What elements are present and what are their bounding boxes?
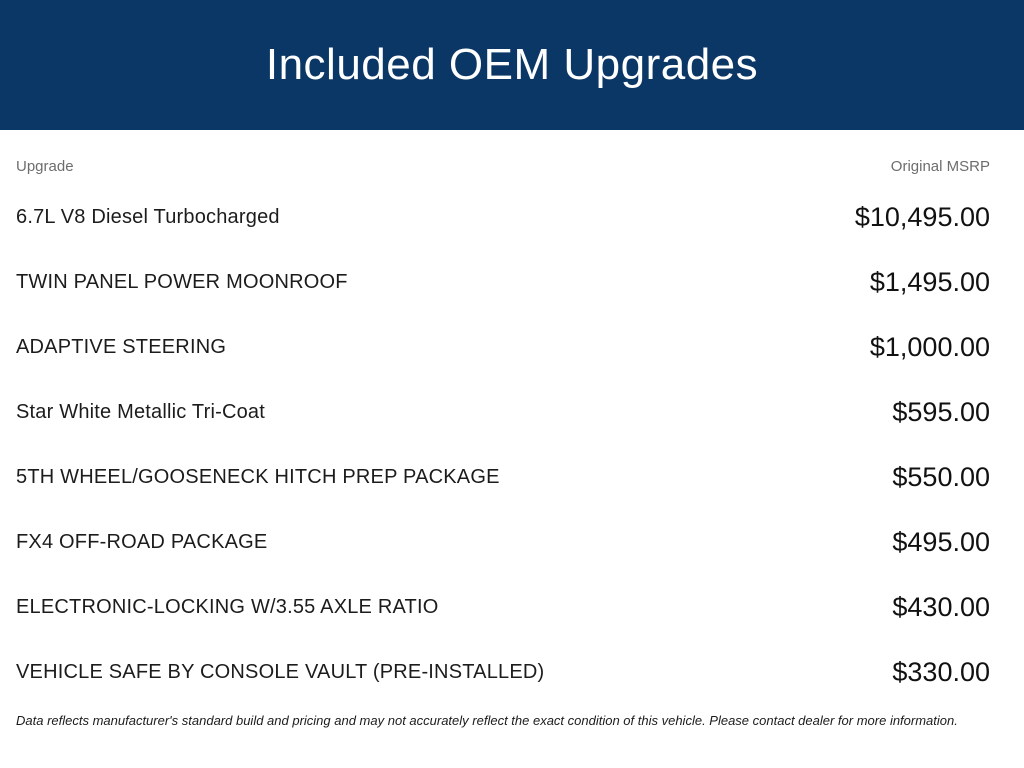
- table-row: [16, 640, 990, 705]
- upgrade-price: $10,495.00: [854, 202, 990, 232]
- table-row: [16, 445, 990, 510]
- table-row: [16, 315, 990, 380]
- upgrade-price: $595.00: [892, 397, 990, 427]
- upgrade-name: Star White Metallic Tri-Coat: [16, 401, 265, 423]
- page-title: Included OEM Upgrades: [265, 40, 759, 89]
- table-row: [16, 250, 990, 315]
- column-header-msrp: Original MSRP: [890, 158, 990, 175]
- header-banner: [0, 0, 1024, 130]
- column-header-upgrade: Upgrade: [16, 158, 74, 175]
- upgrade-price: $550.00: [892, 462, 990, 492]
- upgrade-name: VEHICLE SAFE BY CONSOLE VAULT (PRE-INSTALLED): [16, 661, 545, 683]
- table-rows: [16, 185, 990, 705]
- table-column-headers: [16, 130, 990, 185]
- disclaimer-text: Data reflects manufacturer's standard build and pricing and may not accurately reflect the exact condition of this vehicle. Please contact dealer for more information.: [16, 713, 958, 728]
- upgrade-name: 5TH WHEEL/GOOSENECK HITCH PREP PACKAGE: [16, 466, 500, 488]
- upgrade-name: TWIN PANEL POWER MOONROOF: [16, 271, 348, 293]
- table-row: [16, 575, 990, 640]
- upgrades-table: [0, 130, 1024, 705]
- table-row: [16, 510, 990, 575]
- upgrade-price: $495.00: [892, 527, 990, 557]
- upgrade-price: $1,495.00: [869, 267, 990, 297]
- upgrade-name: ELECTRONIC-LOCKING W/3.55 AXLE RATIO: [16, 596, 439, 618]
- table-row: [16, 185, 990, 250]
- upgrade-name: FX4 OFF-ROAD PACKAGE: [16, 531, 268, 553]
- upgrade-name: 6.7L V8 Diesel Turbocharged: [16, 206, 280, 228]
- upgrade-price: $430.00: [892, 592, 990, 622]
- upgrade-name: ADAPTIVE STEERING: [16, 336, 227, 358]
- table-row: [16, 380, 990, 445]
- upgrade-price: $1,000.00: [869, 332, 990, 362]
- upgrade-price: $330.00: [892, 657, 990, 687]
